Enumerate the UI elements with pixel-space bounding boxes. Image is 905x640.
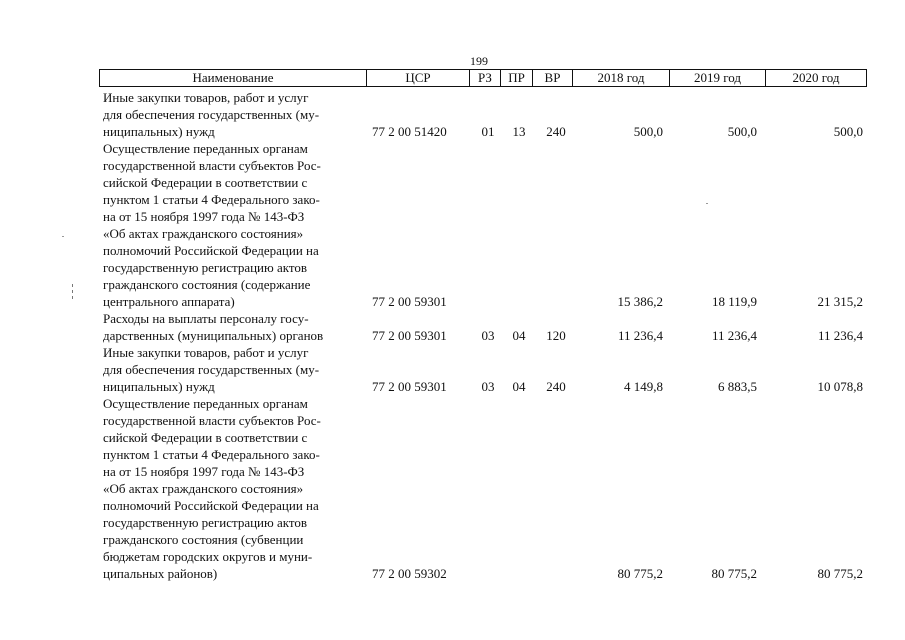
row-2019: 80 775,2 bbox=[711, 566, 757, 581]
row-2019: 6 883,5 bbox=[718, 379, 757, 394]
header-rz: РЗ bbox=[469, 70, 500, 86]
header-2018: 2018 год bbox=[572, 70, 669, 86]
row-csr: 77 2 00 59301 bbox=[372, 328, 447, 343]
row-2018: 4 149,8 bbox=[624, 379, 663, 394]
row-rz: 01 bbox=[481, 124, 495, 139]
row-2018: 15 386,2 bbox=[617, 294, 663, 309]
row-2020: 11 236,4 bbox=[817, 328, 863, 343]
row-csr: 77 2 00 59301 bbox=[372, 294, 447, 309]
row-csr: 77 2 00 59302 bbox=[372, 566, 447, 581]
scan-mark bbox=[72, 296, 73, 299]
row-name: Осуществление переданных органам государственной власти субъектов Рос- сийской Федерации в соответствии с пунктом 1 статьи 4 Федерального зако- на от 15 ноября 1997 года № 143-ФЗ «Об актах гражданского состояния» полномочий Российской Федерации на государственную регистрацию актов гражданского состояния (содержание центрального аппарата) bbox=[103, 141, 321, 309]
row-2018: 11 236,4 bbox=[617, 328, 663, 343]
row-csr: 77 2 00 59301 bbox=[372, 379, 447, 394]
scan-speck bbox=[706, 203, 708, 204]
row-name: Иные закупки товаров, работ и услуг для обеспечения государственных (му- ниципальных) нужд bbox=[103, 345, 320, 394]
row-name: Иные закупки товаров, работ и услуг для обеспечения государственных (му- ниципальных) нужд bbox=[103, 90, 320, 139]
row-vr: 120 bbox=[546, 328, 566, 343]
row-2020: 500,0 bbox=[833, 124, 863, 139]
scan-speck bbox=[62, 236, 64, 237]
scan-mark bbox=[72, 290, 73, 293]
row-2019: 500,0 bbox=[727, 124, 757, 139]
row-pr: 04 bbox=[512, 328, 526, 343]
row-2020: 80 775,2 bbox=[817, 566, 863, 581]
row-2019: 11 236,4 bbox=[711, 328, 757, 343]
header-name: Наименование bbox=[192, 70, 274, 85]
row-2020: 21 315,2 bbox=[817, 294, 863, 309]
scan-mark bbox=[72, 284, 73, 287]
header-vr: ВР bbox=[532, 70, 572, 86]
row-vr: 240 bbox=[546, 124, 566, 139]
header-2020: 2020 год bbox=[765, 70, 866, 86]
header-2019: 2019 год bbox=[669, 70, 765, 86]
header-pr: ПР bbox=[500, 70, 532, 86]
row-rz: 03 bbox=[481, 328, 495, 343]
row-pr: 13 bbox=[512, 124, 526, 139]
row-2018: 80 775,2 bbox=[617, 566, 663, 581]
page-number: 199 bbox=[470, 54, 488, 68]
row-name: Расходы на выплаты персоналу госу- дарственных (муниципальных) органов bbox=[103, 311, 324, 343]
row-rz: 03 bbox=[481, 379, 495, 394]
row-name: Осуществление переданных органам государственной власти субъектов Рос- сийской Федерации в соответствии с пунктом 1 статьи 4 Федерального зако- на от 15 ноября 1997 года № 143-ФЗ «Об актах гражданского состояния» полномочий Российской Федерации на государственную регистрацию актов гражданского состояния (субвенции бюджетам городских округов и муни- ципальных районов) bbox=[103, 396, 321, 581]
table-header bbox=[99, 69, 867, 87]
row-vr: 240 bbox=[546, 379, 566, 394]
row-pr: 04 bbox=[512, 379, 526, 394]
header-csr: ЦСР bbox=[366, 70, 469, 86]
row-csr: 77 2 00 51420 bbox=[372, 124, 447, 139]
row-2018: 500,0 bbox=[633, 124, 663, 139]
row-2019: 18 119,9 bbox=[711, 294, 757, 309]
row-2020: 10 078,8 bbox=[817, 379, 863, 394]
